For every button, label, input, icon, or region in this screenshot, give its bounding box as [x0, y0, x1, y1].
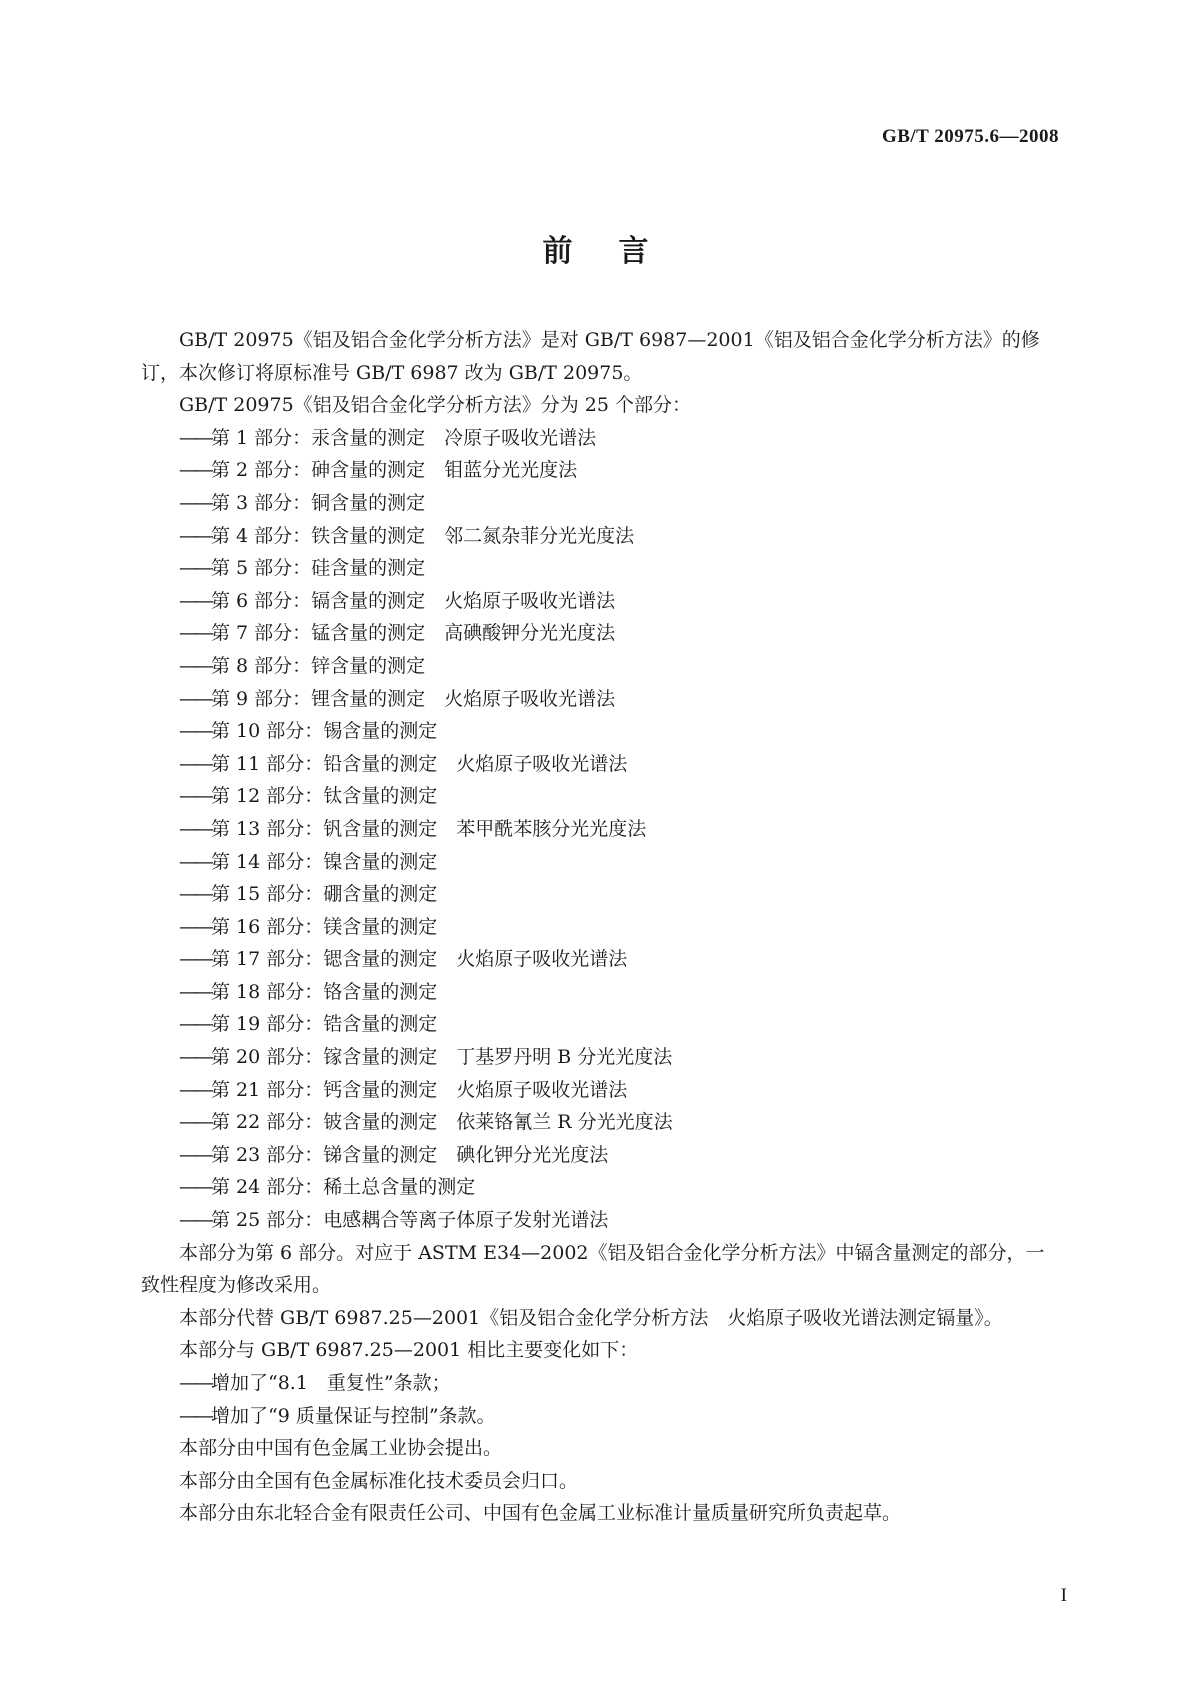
part-item	[141, 683, 1061, 716]
part-item	[141, 1204, 1061, 1237]
dash-marker: ——	[179, 1143, 211, 1166]
part-item	[141, 911, 1061, 944]
dash-marker: ——	[179, 459, 211, 482]
dash-marker: ——	[179, 817, 211, 840]
change-item	[141, 1400, 1061, 1433]
dash-marker: ——	[179, 524, 211, 547]
part-item-text: 第 3 部分：铜含量的测定	[211, 491, 426, 514]
dash-marker: ——	[179, 1404, 211, 1427]
part-item	[141, 617, 1061, 650]
foreword-body	[141, 324, 1061, 1530]
dash-marker: ——	[179, 752, 211, 775]
part-item-text: 第 25 部分：电感耦合等离子体原子发射光谱法	[211, 1209, 609, 1232]
part-item-text: 第 15 部分：硼含量的测定	[211, 883, 438, 906]
part-item-text: 第 11 部分：铅含量的测定 火焰原子吸收光谱法	[211, 752, 628, 775]
part-item	[141, 1139, 1061, 1172]
dash-marker: ——	[179, 1078, 211, 1101]
part-item	[141, 846, 1061, 879]
part-item-text: 第 6 部分：镉含量的测定 火焰原子吸收光谱法	[211, 589, 616, 612]
part-item-text: 第 23 部分：锑含量的测定 碘化钾分光光度法	[211, 1143, 609, 1166]
part-item	[141, 552, 1061, 585]
part-item-text: 第 2 部分：砷含量的测定 钼蓝分光光度法	[211, 459, 578, 482]
part-item	[141, 976, 1061, 1009]
part-item-text: 第 16 部分：镁含量的测定	[211, 915, 438, 938]
part-item	[141, 943, 1061, 976]
dash-marker: ——	[179, 589, 211, 612]
part-item	[141, 813, 1061, 846]
dash-marker: ——	[179, 491, 211, 514]
part-item-text: 第 1 部分：汞含量的测定 冷原子吸收光谱法	[211, 426, 597, 449]
part-item-text: 第 8 部分：锌含量的测定	[211, 654, 426, 677]
dash-marker: ——	[179, 883, 211, 906]
intro-paragraph: GB/T 20975《铝及铝合金化学分析方法》是对 GB/T 6987—2001《铝及铝合金化学分析方法》的修订，本次修订将原标准号 GB/T 6987 改为 GB/T 20975。	[141, 329, 1040, 384]
part-item-text: 第 19 部分：锆含量的测定	[211, 1013, 438, 1036]
standard-code: GB/T 20975.6—2008	[881, 126, 1059, 147]
changes-list	[141, 1367, 1061, 1432]
centralized-by-paragraph: 本部分由全国有色金属标准化技术委员会归口。	[179, 1469, 579, 1492]
part-item-text: 第 21 部分：钙含量的测定 火焰原子吸收光谱法	[211, 1078, 628, 1101]
dash-marker: ——	[179, 785, 211, 808]
part-item-text: 第 20 部分：镓含量的测定 丁基罗丹明 B 分光光度法	[211, 1046, 673, 1069]
dash-marker: ——	[179, 1013, 211, 1036]
dash-marker: ——	[179, 1111, 211, 1134]
change-item	[141, 1367, 1061, 1400]
change-item-text: 增加了“8.1 重复性”条款；	[211, 1372, 451, 1394]
part-item-text: 第 22 部分：铍含量的测定 依莱铬氰兰 R 分光光度法	[211, 1111, 673, 1134]
dash-marker: ——	[179, 948, 211, 971]
part-item	[141, 520, 1061, 553]
part-item	[141, 650, 1061, 683]
proposed-by-paragraph: 本部分由中国有色金属工业协会提出。	[179, 1437, 503, 1460]
part-item	[141, 878, 1061, 911]
parts-list	[141, 422, 1061, 1237]
part-item	[141, 715, 1061, 748]
dash-marker: ——	[179, 980, 211, 1003]
part-item-text: 第 12 部分：钛含量的测定	[211, 785, 438, 808]
dash-marker: ——	[179, 720, 211, 743]
part-item-text: 第 17 部分：锶含量的测定 火焰原子吸收光谱法	[211, 948, 628, 971]
part-item-text: 第 4 部分：铁含量的测定 邻二氮杂菲分光光度法	[211, 524, 635, 547]
replaces-paragraph: 本部分代替 GB/T 6987.25—2001《铝及铝合金化学分析方法 火焰原子吸收光谱法测定镉量》。	[179, 1306, 1003, 1329]
dash-marker: ——	[179, 654, 211, 677]
dash-marker: ——	[179, 915, 211, 938]
dash-marker: ——	[179, 1372, 211, 1394]
dash-marker: ——	[179, 850, 211, 873]
part-item	[141, 780, 1061, 813]
dash-marker: ——	[179, 426, 211, 449]
dash-marker: ——	[179, 687, 211, 710]
correspondence-paragraph: 本部分为第 6 部分。对应于 ASTM E34—2002《铝及铝合金化学分析方法》中镉含量测定的部分，一致性程度为修改采用。	[141, 1241, 1045, 1297]
part-item-text: 第 10 部分：锡含量的测定	[211, 720, 438, 743]
part-item	[141, 422, 1061, 455]
part-item	[141, 1008, 1061, 1041]
part-item-text: 第 7 部分：锰含量的测定 高碘酸钾分光光度法	[211, 622, 616, 645]
dash-marker: ——	[179, 1209, 211, 1232]
part-item-text: 第 14 部分：镍含量的测定	[211, 850, 438, 873]
part-item	[141, 1106, 1061, 1139]
dash-marker: ——	[179, 1046, 211, 1069]
part-item	[141, 454, 1061, 487]
part-item-text: 第 5 部分：硅含量的测定	[211, 557, 426, 580]
change-item-text: 增加了“9 质量保证与控制”条款。	[211, 1404, 496, 1427]
part-item	[141, 487, 1061, 520]
dash-marker: ——	[179, 557, 211, 580]
drafted-by-paragraph: 本部分由东北轻合金有限责任公司、中国有色金属工业标准计量质量研究所负责起草。	[179, 1502, 902, 1525]
page-number: I	[1060, 1585, 1067, 1606]
part-item	[141, 1074, 1061, 1107]
dash-marker: ——	[179, 622, 211, 645]
part-item-text: 第 13 部分：钒含量的测定 苯甲酰苯胲分光光度法	[211, 817, 647, 840]
part-item-text: 第 24 部分：稀土总含量的测定	[211, 1176, 476, 1199]
changes-intro-paragraph: 本部分与 GB/T 6987.25—2001 相比主要变化如下：	[179, 1339, 639, 1362]
dash-marker: ——	[179, 1176, 211, 1199]
part-item-text: 第 18 部分：铬含量的测定	[211, 980, 438, 1003]
part-item	[141, 748, 1061, 781]
part-item	[141, 1041, 1061, 1074]
part-item-text: 第 9 部分：锂含量的测定 火焰原子吸收光谱法	[211, 687, 616, 710]
part-item	[141, 585, 1061, 618]
parts-intro-paragraph: GB/T 20975《铝及铝合金化学分析方法》分为 25 个部分：	[179, 394, 691, 417]
part-item	[141, 1171, 1061, 1204]
page-title: 前言	[542, 234, 695, 269]
